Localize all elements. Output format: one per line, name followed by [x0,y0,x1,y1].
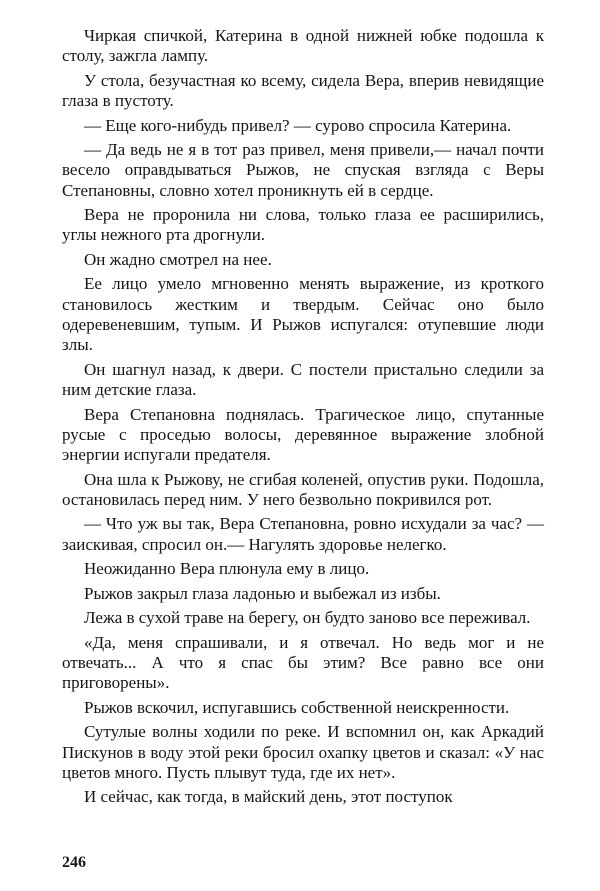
paragraph: «Да, меня спрашивали, и я отвечал. Но ведь мог и не отвечать... А что я спас бы этим? Все равно все они приговорены». [62,632,544,693]
paragraph: И сейчас, как тогда, в майский день, этот поступок [84,787,453,807]
page-number: 246 [62,854,86,871]
paragraph: Вера Степановна поднялась. Трагическое лицо, спутанные русые с проседью волосы, деревянное выражение злобной энергии испугали предателя. [62,404,544,465]
paragraph: — Да ведь не я в тот раз привел, меня привели,— начал почти весело оправдываться Рыжов, не спуская взгляда с Веры Степановны, словно хотел проникнуть ей в сердце. [62,140,544,200]
paragraph: У стола, безучастная ко всему, сидела Вера, вперив невидящие глаза в пустоту. [62,70,544,111]
paragraph: Рыжов вскочил, испугавшись собственной неискренности. [84,697,510,717]
paragraph: — Что уж вы так, Вера Степановна, ровно исхудали за час? — заискивая, спросил он.— Нагулять здоровье нелегко. [62,514,544,554]
paragraph: Вера не проронила ни слова, только глаза ее расширились, углы нежного рта дрогнули. [62,205,544,245]
paragraph: Он шагнул назад, к двери. С постели пристально следили за ним детские глаза. [62,359,544,400]
paragraph: Чиркая спичкой, Катерина в одной нижней юбке подошла к столу, зажгла лампу. [62,26,544,66]
paragraph: Рыжов закрыл глаза ладонью и выбежал из избы. [84,583,441,603]
paragraph: Она шла к Рыжову, не сгибая коленей, опустив руки. Подошла, остановилась перед ним. У него безвольно покривился рот. [62,469,544,509]
paragraph: Он жадно смотрел на нее. [84,249,272,269]
page-body [62,26,544,812]
paragraph: Неожиданно Вера плюнула ему в лицо. [84,559,370,579]
paragraph: Сутулые волны ходили по реке. И вспомнил он, как Аркадий Пискунов в воду этой реки бросил охапку цветов и сказал: «У нас цветов много. Пусть плывут туда, где их нет». [62,722,544,782]
paragraph: Ее лицо умело мгновенно менять выражение, из кроткого становилось жестким и твердым. Сейчас оно было одеревеневшим, тупым. И Рыжов испугался: отупевшие люди злы. [62,274,544,355]
paragraph: Лежа в сухой траве на берегу, он будто заново все переживал. [84,608,531,628]
paragraph: — Еще кого-нибудь привел? — сурово спросила Катерина. [84,115,512,135]
